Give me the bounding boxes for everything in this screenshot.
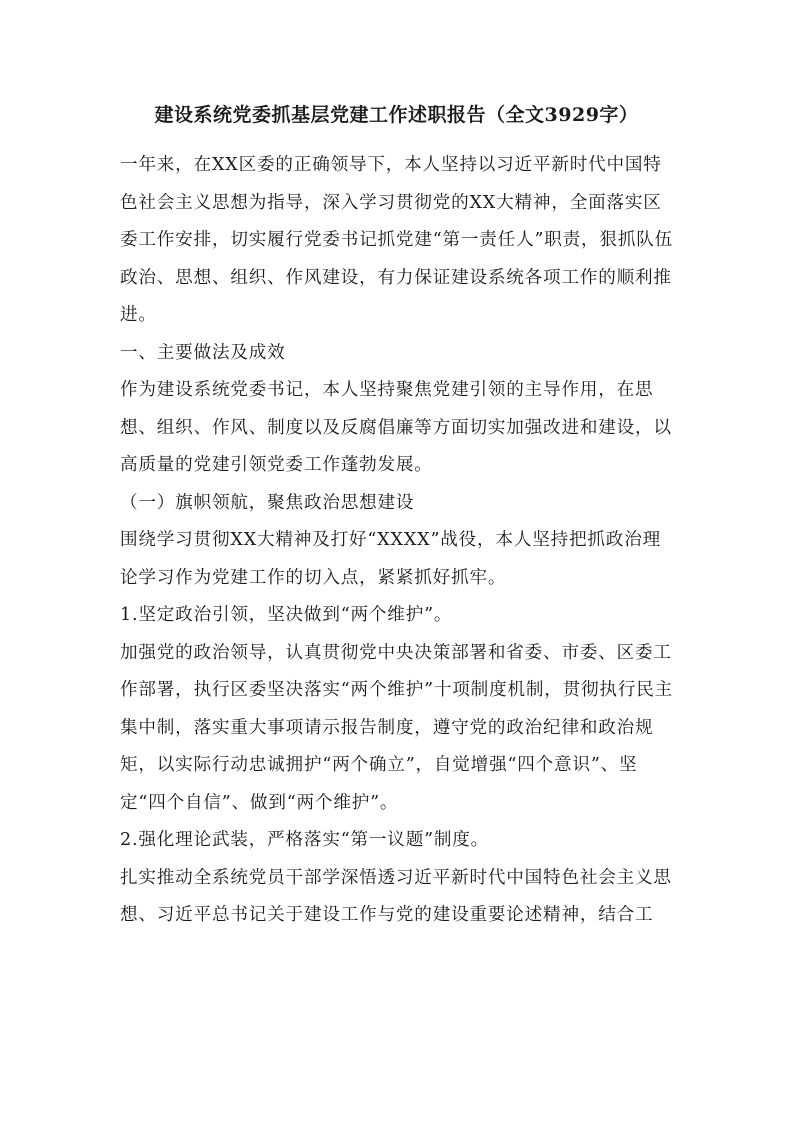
document-title: 建设系统党委抓基层党建工作述职报告（全文3929字） <box>154 104 639 126</box>
paragraph-intro: 一年来，在XX区委的正确领导下，本人坚持以习近平新时代中国特色社会主义思想为指导，深入学习贯彻党的XX大精神，全面落实区委工作安排，切实履行党委书记抓党建“第一责任人”职责，狠抓队伍政治、思想、组织、作风建设，有力保证建设系统各项工作的顺利推进。 <box>120 155 674 325</box>
item-heading-2: 2.强化理论武装，严格落实“第一议题”制度。 <box>120 830 490 850</box>
document-body <box>120 147 675 935</box>
subsection-heading-1: （一）旗帜领航，聚焦政治思想建设 <box>120 492 415 513</box>
paragraph-section-1-intro: 作为建设系统党委书记，本人坚持聚焦党建引领的主导作用，在思想、组织、作风、制度以及反腐倡廉等方面切实加强改进和建设，以高质量的党建引领党委工作蓬勃发展。 <box>120 380 672 475</box>
paragraph-subsection-1-intro: 围绕学习贯彻XX大精神及打好“XXXX”战役，本人坚持把抓政治理论学习作为党建工作的切入点，紧紧抓好抓牢。 <box>120 530 661 588</box>
paragraph-item-2: 扎实推动全系统党员干部学深悟透习近平新时代中国特色社会主义思想、习近平总书记关于建设工作与党的建设重要论述精神，结合工 <box>120 867 672 925</box>
section-heading-1: 一、主要做法及成效 <box>120 342 286 363</box>
item-heading-1: 1.坚定政治引领，坚决做到“两个维护”。 <box>120 605 453 625</box>
paragraph-item-1: 加强党的政治领导，认真贯彻党中央决策部署和省委、市委、区委工作部署，执行区委坚决落实“两个维护”十项制度机制，贯彻执行民主集中制，落实重大事项请示报告制度，遵守党的政治纪律和政治规矩，以实际行动忠诚拥护“两个确立”，自觉增强“四个意识”、坚定“四个自信”、做到“两个维护”。 <box>120 642 674 813</box>
